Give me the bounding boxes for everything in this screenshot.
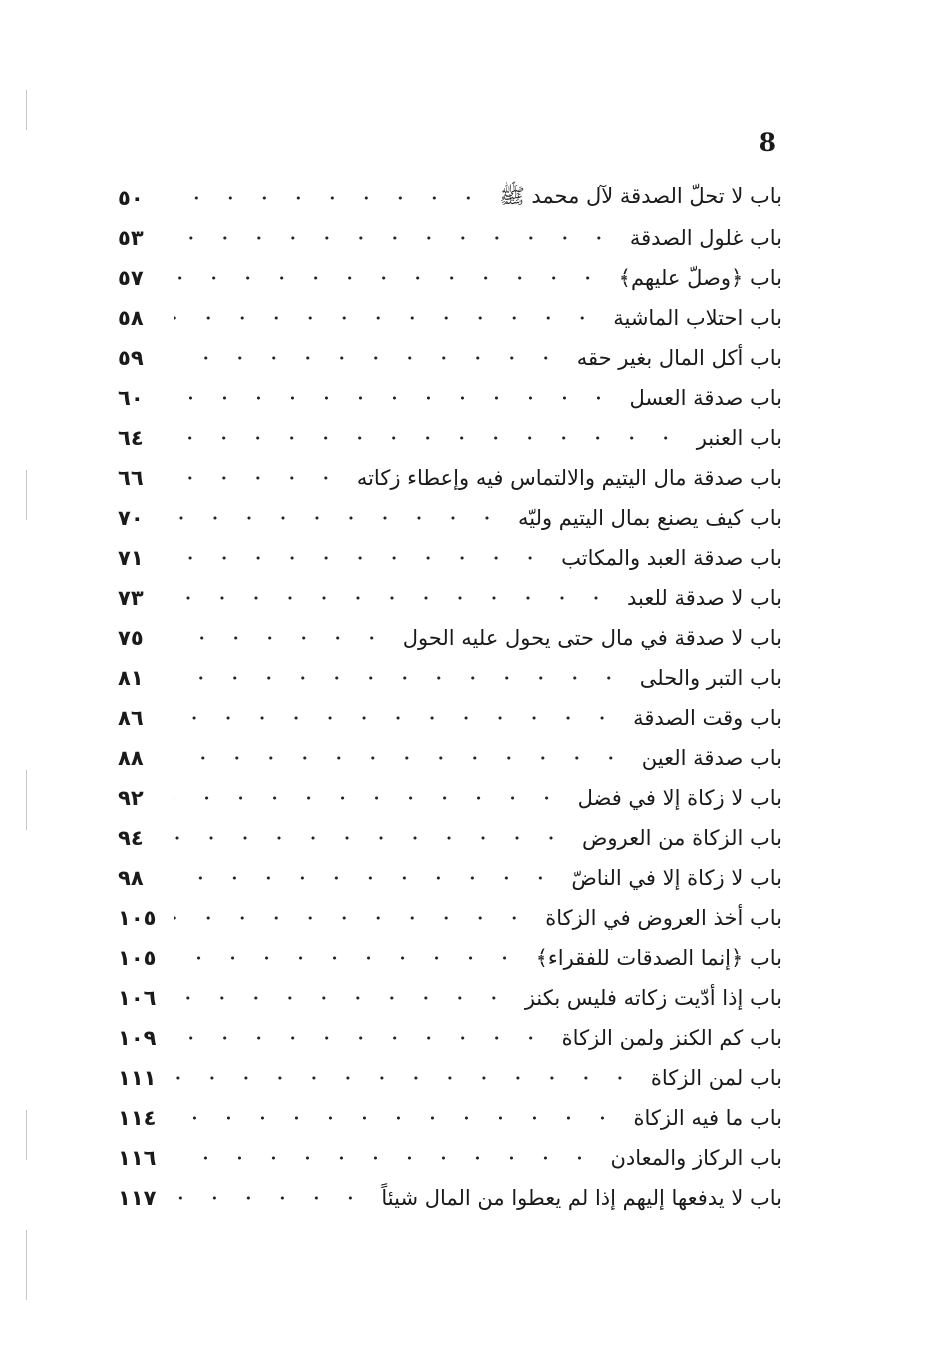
toc-entry-page: ٩٤ xyxy=(118,826,144,850)
dot-leader xyxy=(174,428,683,448)
toc-entry-title: باب إذا أدّيت زكاته فليس بكنز xyxy=(524,986,782,1010)
toc-entry-title: باب احتلاب الماشية xyxy=(613,306,782,330)
toc-entry-title: باب صدقة مال اليتيم والالتماس فيه وإعطاء زكاته xyxy=(356,466,782,490)
toc-entry xyxy=(118,818,782,858)
toc-entry-page: ٧١ xyxy=(118,546,144,570)
toc-entry xyxy=(118,1138,782,1178)
toc-entry-title: باب أكل المال بغير حقه xyxy=(576,346,782,370)
dot-leader xyxy=(174,348,563,368)
toc-entry xyxy=(118,1018,782,1058)
dot-leader xyxy=(174,1188,367,1208)
toc-entry xyxy=(118,298,782,338)
dot-leader xyxy=(174,308,599,328)
toc-entry xyxy=(118,538,782,578)
margin-rule xyxy=(26,770,27,830)
toc-entry xyxy=(118,778,782,818)
toc-entry-page: ١١٤ xyxy=(118,1106,157,1130)
toc-entry-title: باب صدقة العبد والمكاتب xyxy=(561,546,782,570)
toc-entry-title: باب لمن الزكاة xyxy=(650,1066,782,1090)
toc-entry xyxy=(118,978,782,1018)
dot-leader xyxy=(174,468,343,488)
dot-leader xyxy=(174,268,605,288)
dot-leader xyxy=(174,1068,637,1088)
toc-entry-page: ١٠٥ xyxy=(118,906,157,930)
toc-entry-title: باب أخذ العروض في الزكاة xyxy=(545,906,782,930)
toc-entry xyxy=(118,338,782,378)
toc-entry xyxy=(118,378,782,418)
dot-leader xyxy=(174,508,504,528)
toc-entry-page: ٦٠ xyxy=(118,386,144,410)
toc-entry xyxy=(118,258,782,298)
dot-leader xyxy=(174,708,619,728)
toc-entry-title: باب ﴿وصلّ عليهم﴾ xyxy=(618,266,782,290)
toc-entry-page: ١٠٩ xyxy=(118,1026,157,1050)
toc-entry xyxy=(118,418,782,458)
dot-leader xyxy=(174,668,626,688)
toc-entry-title: باب الزكاة من العروض xyxy=(582,826,782,850)
toc-entry-title: باب التبر والحلى xyxy=(639,666,782,690)
toc-entry xyxy=(118,578,782,618)
toc-entry-page: ٨٨ xyxy=(118,746,144,770)
dot-leader xyxy=(174,828,568,848)
toc-entry xyxy=(118,858,782,898)
toc-entry-page: ٥٨ xyxy=(118,306,144,330)
table-of-contents xyxy=(118,178,782,1218)
toc-entry-title: باب لا زكاة إلا في الناضّ xyxy=(571,866,782,890)
toc-entry xyxy=(118,738,782,778)
toc-entry-page: ٨٦ xyxy=(118,706,144,730)
toc-entry-page: ٥٠ xyxy=(118,186,144,210)
toc-entry-title: باب لا صدقة للعبد xyxy=(626,586,782,610)
toc-entry-page: ٩٢ xyxy=(118,786,144,810)
toc-entry-page: ١١٦ xyxy=(118,1146,157,1170)
toc-entry-title: باب صدقة العسل xyxy=(629,386,782,410)
toc-entry-page: ٦٦ xyxy=(118,466,144,490)
toc-entry xyxy=(118,698,782,738)
toc-entry-page: ٥٩ xyxy=(118,346,144,370)
dot-leader xyxy=(174,868,557,888)
toc-entry-title: باب كيف يصنع بمال اليتيم وليّه xyxy=(517,506,782,530)
dot-leader xyxy=(174,948,522,968)
toc-entry xyxy=(118,658,782,698)
toc-entry-page: ١٠٥ xyxy=(118,946,157,970)
toc-entry-title: باب الركاز والمعادن xyxy=(610,1146,782,1170)
toc-entry-title: باب لا يدفعها إليهم إذا لم يعطوا من المال شيئاً xyxy=(381,1186,782,1210)
dot-leader xyxy=(174,228,616,248)
toc-entry-title: باب لا زكاة إلا في فضل xyxy=(577,786,782,810)
toc-entry xyxy=(118,1058,782,1098)
toc-entry xyxy=(118,498,782,538)
toc-entry xyxy=(118,938,782,978)
dot-leader xyxy=(174,188,485,208)
margin-rule xyxy=(26,470,27,520)
toc-entry-page: ١١٧ xyxy=(118,1186,157,1210)
dot-leader xyxy=(174,1028,548,1048)
toc-entry-title: باب ما فيه الزكاة xyxy=(633,1106,782,1130)
toc-entry xyxy=(118,1178,782,1218)
toc-entry-title: باب صدقة العين xyxy=(641,746,782,770)
toc-entry-title: باب غلول الصدقة xyxy=(629,226,782,250)
dot-leader xyxy=(174,788,564,808)
dot-leader xyxy=(174,1108,619,1128)
margin-rule xyxy=(26,1110,27,1160)
dot-leader xyxy=(174,548,547,568)
dot-leader xyxy=(174,908,531,928)
toc-entry-title: باب ﴿إنما الصدقات للفقراء﴾ xyxy=(535,946,782,970)
toc-entry xyxy=(118,1098,782,1138)
dot-leader xyxy=(174,588,613,608)
toc-entry-page: ٧٥ xyxy=(118,626,144,650)
margin-rule xyxy=(26,1230,27,1300)
toc-entry-page: ٥٧ xyxy=(118,266,144,290)
dot-leader xyxy=(174,988,511,1008)
toc-entry-page: ١١١ xyxy=(118,1066,157,1090)
toc-entry-page: ٧٠ xyxy=(118,506,144,530)
toc-entry-page: ٨١ xyxy=(118,666,144,690)
dot-leader xyxy=(174,628,389,648)
toc-entry xyxy=(118,618,782,658)
dot-leader xyxy=(174,748,628,768)
toc-entry xyxy=(118,218,782,258)
toc-entry-page: ٩٨ xyxy=(118,866,144,890)
toc-entry xyxy=(118,458,782,498)
toc-entry-page: ٦٤ xyxy=(118,426,144,450)
dot-leader xyxy=(174,1148,596,1168)
toc-entry-title: باب وقت الصدقة xyxy=(633,706,782,730)
toc-entry-page: ٥٣ xyxy=(118,226,144,250)
toc-entry-title: باب العنبر xyxy=(696,426,782,450)
toc-entry xyxy=(118,178,782,218)
dot-leader xyxy=(174,388,615,408)
toc-entry xyxy=(118,898,782,938)
toc-entry-page: ٧٣ xyxy=(118,586,144,610)
toc-entry-title: باب لا صدقة في مال حتى يحول عليه الحول xyxy=(402,626,782,650)
margin-rule xyxy=(26,90,27,130)
toc-entry-page: ١٠٦ xyxy=(118,986,157,1010)
page-number: 8 xyxy=(758,128,776,157)
toc-entry-title: باب لا تحلّ الصدقة لآل محمد ﷺ xyxy=(499,183,782,208)
toc-entry-title: باب كم الكنز ولمن الزكاة xyxy=(561,1026,782,1050)
